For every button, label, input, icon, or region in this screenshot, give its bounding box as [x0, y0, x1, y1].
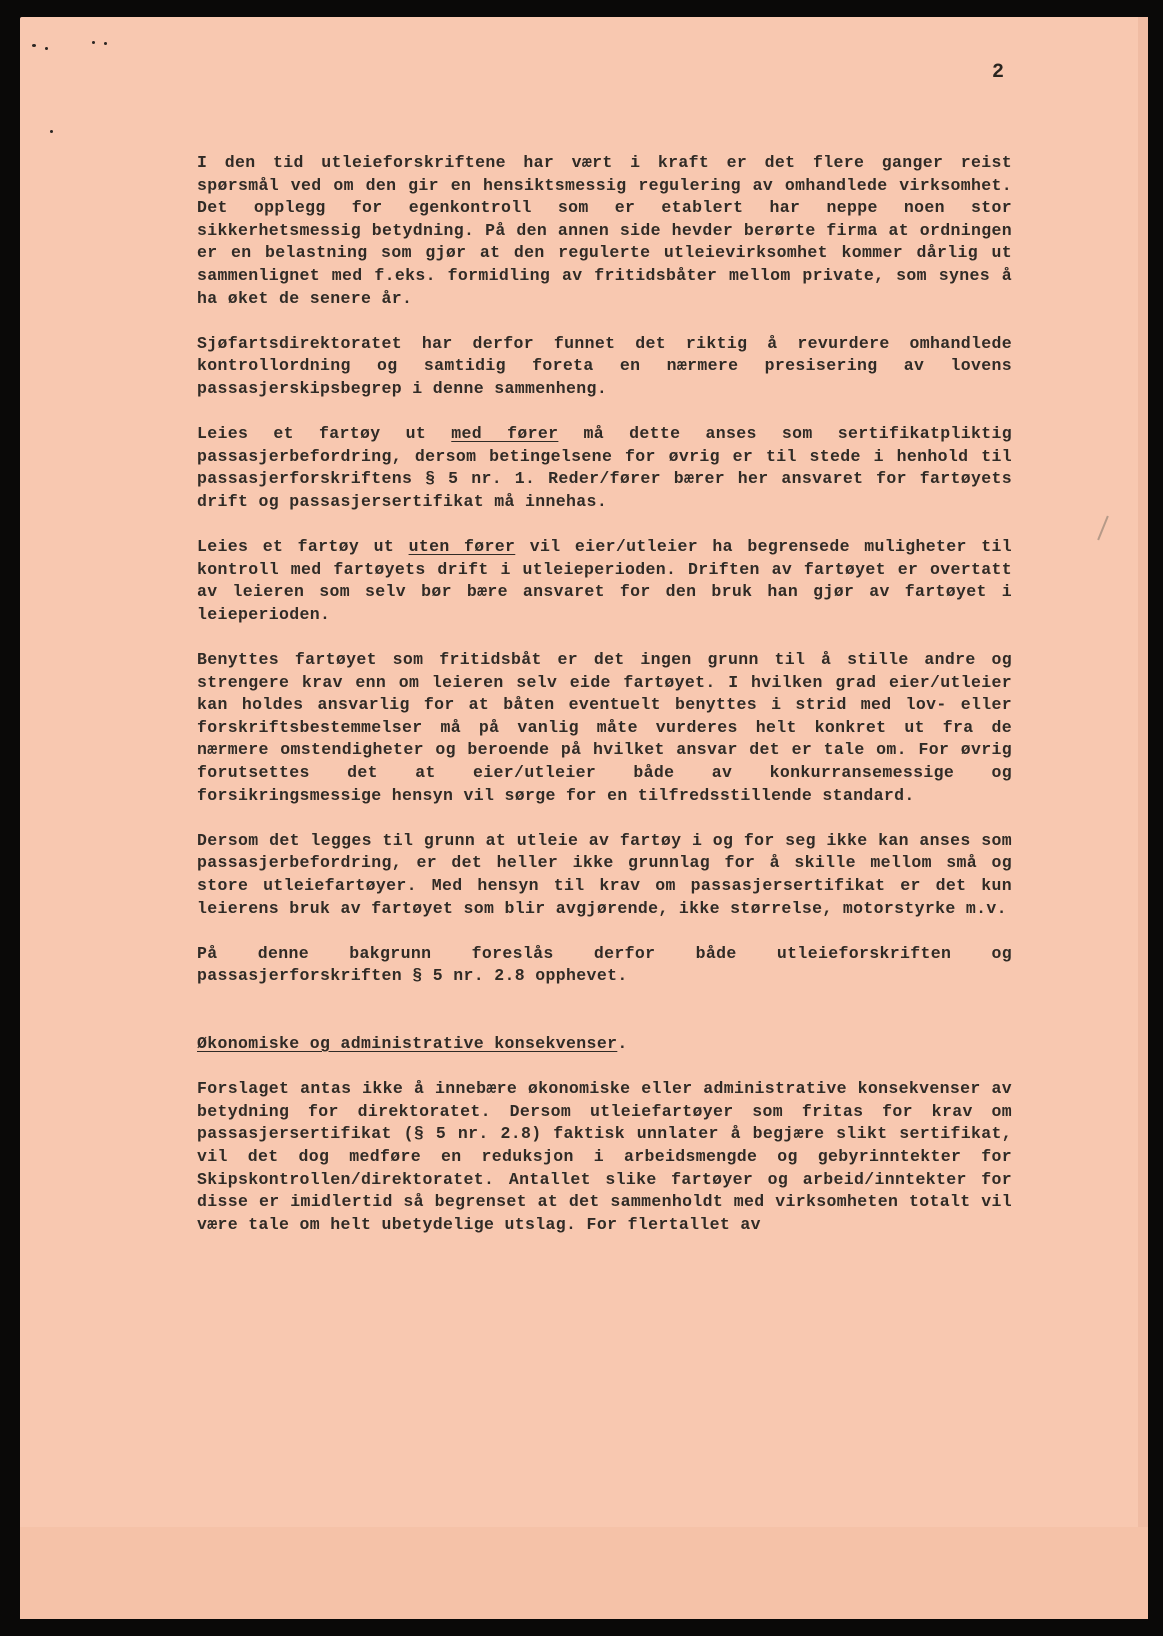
- page-number: 2: [992, 61, 1005, 84]
- paragraph-5: Benyttes fartøyet som fritidsbåt er det ingen grunn til å stille andre og strengere krav enn om leieren selv eide fartøyet. I hvilken grad eier/utleier kan holdes ansvarlig for at båten eventuelt benyttes i strid med lov- eller forskriftsbestemmelser må på vanlig måte vurderes helt konkret ut fra de nærmere omstendigheter og beroende på hvilket ansvar det er tale om. For øvrig forutsettes det at eier/utleier både av konkurransemessige og forsikringsmessige hensyn vil sørge for en tilfredsstillende standard.: [197, 650, 1012, 805]
- paragraph-4-start: Leies et fartøy ut: [197, 537, 409, 557]
- section-heading-text: Økonomiske og administrative konsekvenser: [197, 1033, 618, 1053]
- paragraph-3-rest: må dette anses som sertifikatpliktig passasjerbefordring, dersom betingelsene for øvrig er til stede i henhold til passasjerforskriftens § 5 nr. 1. Reder/fører bærer her ansvaret for fartøyets drift og passasjersertifikat må innehas.: [197, 424, 1013, 511]
- underlined-med-forer: med fører: [451, 424, 559, 444]
- section-heading-period: .: [617, 1033, 628, 1053]
- margin-speck: [50, 130, 53, 133]
- paragraph-6: Dersom det legges til grunn at utleie av fartøy i og for seg ikke kan anses som passasjerbefordring, er det heller ikke grunnlag for å skille mellom små og store utleiefartøyer. Med hensyn til krav om passasjersertifikat er det kun leierens bruk av fartøyet som blir avgjørende, ikke størrelse, motorstyrke m.v.: [197, 830, 1012, 918]
- margin-speck: [45, 47, 48, 50]
- paper-lower-band: [20, 1527, 1148, 1619]
- margin-speck: [104, 42, 107, 45]
- paragraph-4: [197, 536, 1012, 626]
- paragraph-4-rest: vil eier/utleier ha begrensede muligheter til kontroll med fartøyets drift i utleieperioden. Driften av fartøyet er overtatt av leieren som selv bør bære ansvaret for den bruk han gjør av fartøyet i leieperioden.: [197, 537, 1013, 624]
- margin-pencil-mark: [1097, 516, 1109, 541]
- paragraph-3-start: Leies et fartøy ut: [197, 424, 452, 444]
- section-heading: [197, 1033, 1012, 1056]
- margin-speck: [32, 44, 36, 47]
- margin-speck: [92, 41, 95, 44]
- paragraph-7: På denne bakgrunn foreslås derfor både utleieforskriften og passasjerforskriften § 5 nr. 2.8 opphevet.: [197, 943, 1012, 986]
- paper-right-edge: [1138, 17, 1148, 1527]
- document-body: [197, 152, 1012, 1259]
- paragraph-2: Sjøfartsdirektoratet har derfor funnet det riktig å revurdere omhandlede kontrollordning og samtidig foreta en nærmere presisering av lovens passasjerskipsbegrep i denne sammenheng.: [197, 333, 1012, 398]
- paragraph-1: I den tid utleieforskriftene har vært i kraft er det flere ganger reist spørsmål ved om den gir en hensiktsmessig regulering av omhandlede virksomhet. Det opplegg for egenkontroll som er etablert har neppe noen stor sikkerhetsmessig betydning. På den annen side hevder berørte firma at ordningen er en belastning som gjør at den regulerte utleievirksomhet kommer dårlig ut sammenlignet med f.eks. formidling av fritidsbåter mellom private, som synes å ha øket de senere år.: [197, 153, 1012, 308]
- underlined-uten-forer: uten fører: [408, 537, 516, 557]
- paragraph-8: Forslaget antas ikke å innebære økonomiske eller administrative konsekvenser av betydning for direktoratet. Dersom utleiefartøyer som fritas for krav om passasjersertifikat (§ 5 nr. 2.8) faktisk unnlater å begjære slikt sertifikat, vil det dog medføre en reduksjon i arbeidsmengde og gebyrinntekter for Skipskontrollen/direktoratet. Antallet slike fartøyer og arbeid/inntekter for disse er imidlertid så begrenset at det sammenholdt med virksomheten totalt vil være tale om helt ubetydelige utslag. For flertallet av: [197, 1079, 1012, 1234]
- paragraph-3: [197, 423, 1012, 513]
